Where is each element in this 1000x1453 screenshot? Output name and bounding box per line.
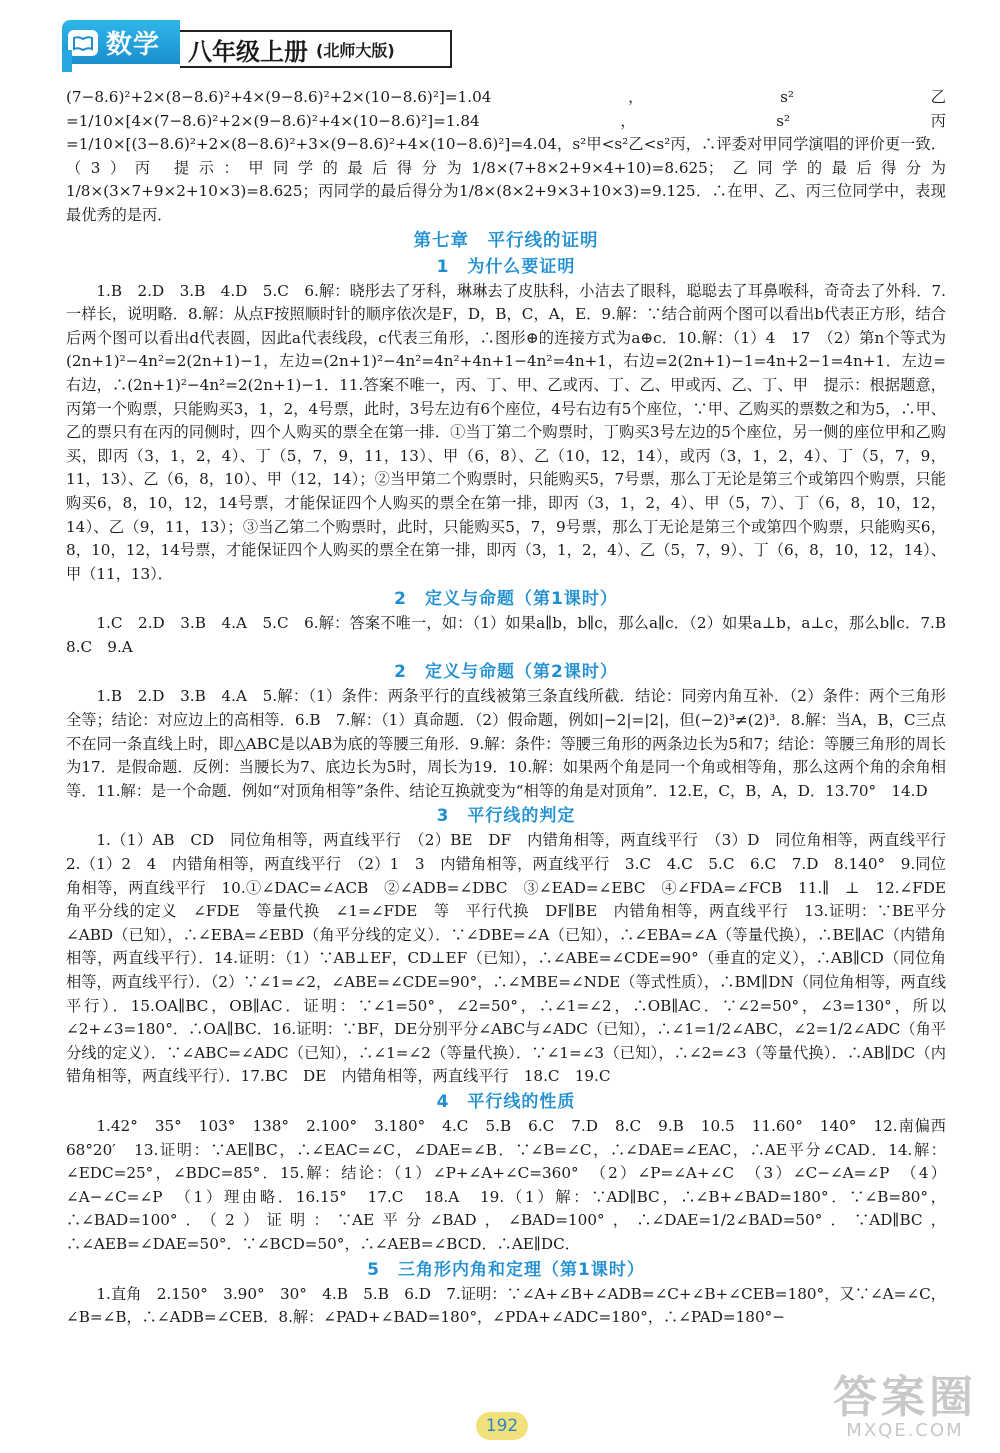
- answer-paragraph: 1.（1）AB CD 同位角相等，两直线平行 （2）BE DF 内错角相等，两直线平行 （3）D 同位角相等，两直线平行 2.（1）2 4 内错角相等，两直线平行 （2）1 3 内错角相等，两直线平行 3.C 4.C 5.C 6.C 7.D 8.140° 9.同位角相等，两直线平行 10.①∠DAC=∠ACB ②∠ADB=∠DBC ③∠EAD=∠EBC ④∠FDA=∠FCB 11.∥ ⊥ 12.∠FDE 角平分线的定义 ∠FDE 等量代换 ∠1=∠FDE 等 平行代换 DF∥BE 内错角相等，两直线平行 13.证明：∵BE平分∠ABD（已知），∴∠EBA=∠EBD（角平分线的定义）．∵∠DBE=∠A（已知），∴∠EBA=∠A（等量代换），∴BE∥AC（内错角相等，两直线平行）．14.证明：（1）∵AB⊥EF，CD⊥EF（已知），∴∠ABE=∠CDE=90°（垂直的定义），∴AB∥CD（同位角相等，两直线平行）．（2）∵∠1=∠2，∠ABE=∠CDE=90°，∴∠MBE=∠NDE（等式性质），∴BM∥DN（同位角相等，两直线平行）．15.OA∥BC，OB∥AC．证明：∵∠1=50°，∠2=50°，∴∠1=∠2，∴OB∥AC．∵∠2=50°，∠3=130°，所以∠2+∠3=180°．∴OA∥BC．16.证明：∵BF，DE分别平分∠ABC与∠ADC（已知），∴∠1=1/2∠ABC，∠2=1/2∠ADC（角平分线的定义）．∵∠ABC=∠ADC（已知），∴∠1=∠2（等量代换）．∵∠1=∠3（已知），∴∠2=∠3（等量代换）．∴AB∥DC（内错角相等，两直线平行）．17.BC DE 内错角相等，两直线平行 18.C 19.C: [66, 831, 962, 1086]
- chapter-title: 第七章 平行线的证明: [413, 230, 599, 251]
- answer-content: [66, 86, 962, 1330]
- answer-paragraph: 1.B 2.D 3.B 4.D 5.C 6.解：晓彤去了牙科，琳琳去了皮肤科，小洁去了眼科，聪聪去了耳鼻喉科，奇奇去了外科．7.一样长，说明略．8.解：从点F按照顺时针的顺序依次是F，D，B，C，A，E．9.解：∵结合前两个图可以看出b代表正方形，结合后两个图可以看出d代表圆，因此a代表线段，c代表三角形，∴图形⊕的连接方式为a⊕c．10.解：（1）4 17 （2）第n个等式为(2n+1)²−4n²=2(2n+1)−1，左边=(2n+1)²−4n²=4n²+4n+1−4n²=4n+1，右边=2(2n+1)−1=4n+2−1=4n+1．左边=右边，∴(2n+1)²−4n²=2(2n+1)−1．11.答案不唯一，丙、丁、甲、乙或丙、丁、乙、甲或丙、乙、丁、甲 提示：根据题意，丙第一个购票，只能购买3，1，2，4号票，此时，3号左边有6个座位，4号右边有5个座位，∵甲、乙购买的票数之和为5，∴甲、乙的票只有在丙的同侧时，四个人购买的票全在第一排．①当丁第二个购票时，丁购买3号左边的5个座位，另一侧的座位甲和乙购买，即丙（3，1，2，4）、丁（5，7，9，11，13）、甲（6，8）、乙（10，12，14），或丙（3，1，2，4）、丁（5，7，9，11，13）、乙（6，8，10）、甲（12，14）；②当甲第二个购票时，只能购买5，7号票，那么丁无论是第三个或第四个购票，只能购买6，8，10，12，14号票，才能保证四个人购买的票全在第一排，即丙（3，1，2，4）、甲（5，7）、丁（6，8，10，12，14）、乙（9，11，13）；③当乙第二个购票时，此时，只能购买5，7，9号票，那么丁无论是第三个或第四个购票，只能购买6，8，10，12，14号票，才能保证四个人购买的票全在第一排，即丙（3，1，2，4）、乙（5，7，9）、丁（6，8，10，12，14）、甲（11，13）．: [66, 281, 946, 583]
- section-title: 1 为什么要证明: [436, 256, 576, 277]
- answer-paragraph: 1.直角 2.150° 3.90° 30° 4.B 5.B 6.D 7.证明：∵∠A+∠B+∠ADB=∠C+∠B+∠CEB=180°，又∵∠A=∠C，∠B=∠B，∴∠ADB=∠CEB．8.解：∠PAD+∠BAD=180°，∠PDA+∠ADC=180°，∴∠PAD=180°−: [66, 1284, 946, 1327]
- section-title: 5 三角形内角和定理（第1课时）: [367, 1259, 645, 1280]
- book-title-box: [180, 30, 452, 68]
- answer-paragraph: 1.C 2.D 3.B 4.A 5.C 6.解：答案不唯一，如：（1）如果a∥b，b∥c，那么a∥c．（2）如果a⊥b，a⊥c，那么b∥c．7.B 8.C 9.A: [66, 614, 962, 656]
- section-title: 3 平行线的判定: [436, 806, 576, 827]
- section-title: 2 定义与命题（第1课时）: [394, 589, 618, 610]
- subject-tab: [62, 20, 180, 64]
- page-header: [62, 14, 402, 64]
- grade-label: 八年级上册: [188, 38, 308, 66]
- watermark-top: 答案圈: [833, 1372, 977, 1423]
- page-number: 192: [476, 1412, 528, 1440]
- watermark-bottom: MXQE.COM: [846, 1420, 964, 1441]
- section-title: 2 定义与命题（第2课时）: [394, 662, 618, 683]
- watermark-logo: [820, 1372, 990, 1445]
- edition-label: (北师大版): [316, 41, 395, 60]
- section-title: 4 平行线的性质: [436, 1091, 576, 1112]
- answer-paragraph: 1.B 2.D 3.B 4.A 5.解：（1）条件：两条平行的直线被第三条直线所截．结论：同旁内角互补．（2）条件：两个三角形全等；结论：对应边上的高相等．6.B 7.解：（1）真命题．（2）假命题，例如|−2|=|2|，但(−2)³≠(2)³．8.解：当A，B，C三点不在同一条直线上时，即△ABC是以AB为底的等腰三角形．9.解：条件：等腰三角形的两条边长为5和7；结论：等腰三角形的周长为17．是假命题．反例：当腰长为7、底边长为5时，周长为19．10.解：如果两个角是同一个角或相等角，那么这两个角的余角相等．11.解：是一个命题．例如“对顶角相等”条件、结论互换就变为“相等的角是对顶角”．12.E，C，B，A，D．13.70° 14.D: [66, 687, 946, 800]
- answer-paragraph: (7−8.6)²+2×(8−8.6)²+4×(9−8.6)²+2×(10−8.6)²]=1.04，s²乙=1/10×[4×(7−8.6)²+2×(9−8.6)²+4×(10−8.6)²]=1.84，s²丙=1/10×[(3−8.6)²+2×(8−8.6)²+3×(9−8.6)²+4×(10−8.6)²]=4.04，s²甲<s²乙<s²丙，∴评委对甲同学演唱的评价更一致．（3）丙 提示：甲同学的最后得分为1/8×(7+8×2+9×4+10)=8.625；乙同学的最后得分为1/8×(3×7+9×2+10×3)=8.625；丙同学的最后得分为1/8×(8×2+9×3+10×3)=9.125．∴在甲、乙、丙三位同学中，表现最优秀的是丙．: [66, 88, 946, 224]
- header-accent-bar: [62, 50, 72, 72]
- book-icon: [68, 30, 98, 56]
- answer-paragraph: 1.42° 35° 103° 138° 2.100° 3.180° 4.C 5.B 6.C 7.D 8.C 9.B 10.5 11.60° 140° 12.南偏西68°20′ 13.证明：∵AE∥BC，∴∠EAC=∠C，∠DAE=∠B．∵∠B=∠C，∴∠DAE=∠EAC，∴AE平分∠CAD．14.解：∠EDC=25°，∠BDC=85°．15.解：结论：（1）∠P+∠A+∠C=360° （2）∠P=∠A+∠C （3）∠C−∠A=∠P （4）∠A−∠C=∠P （1）理由略．16.15° 17.C 18.A 19.（1）解：∵AD∥BC，∴∠B+∠BAD=180°．∵∠B=80°，∴∠BAD=100°．（2）证明：∵AE平分∠BAD，∠BAD=100°，∴∠DAE=1/2∠BAD=50°．∵AD∥BC，∴∠AEB=∠DAE=50°．∵∠BCD=50°，∴∠AEB=∠BCD．∴AE∥DC．: [66, 1116, 946, 1253]
- subject-label: 数学: [106, 30, 161, 60]
